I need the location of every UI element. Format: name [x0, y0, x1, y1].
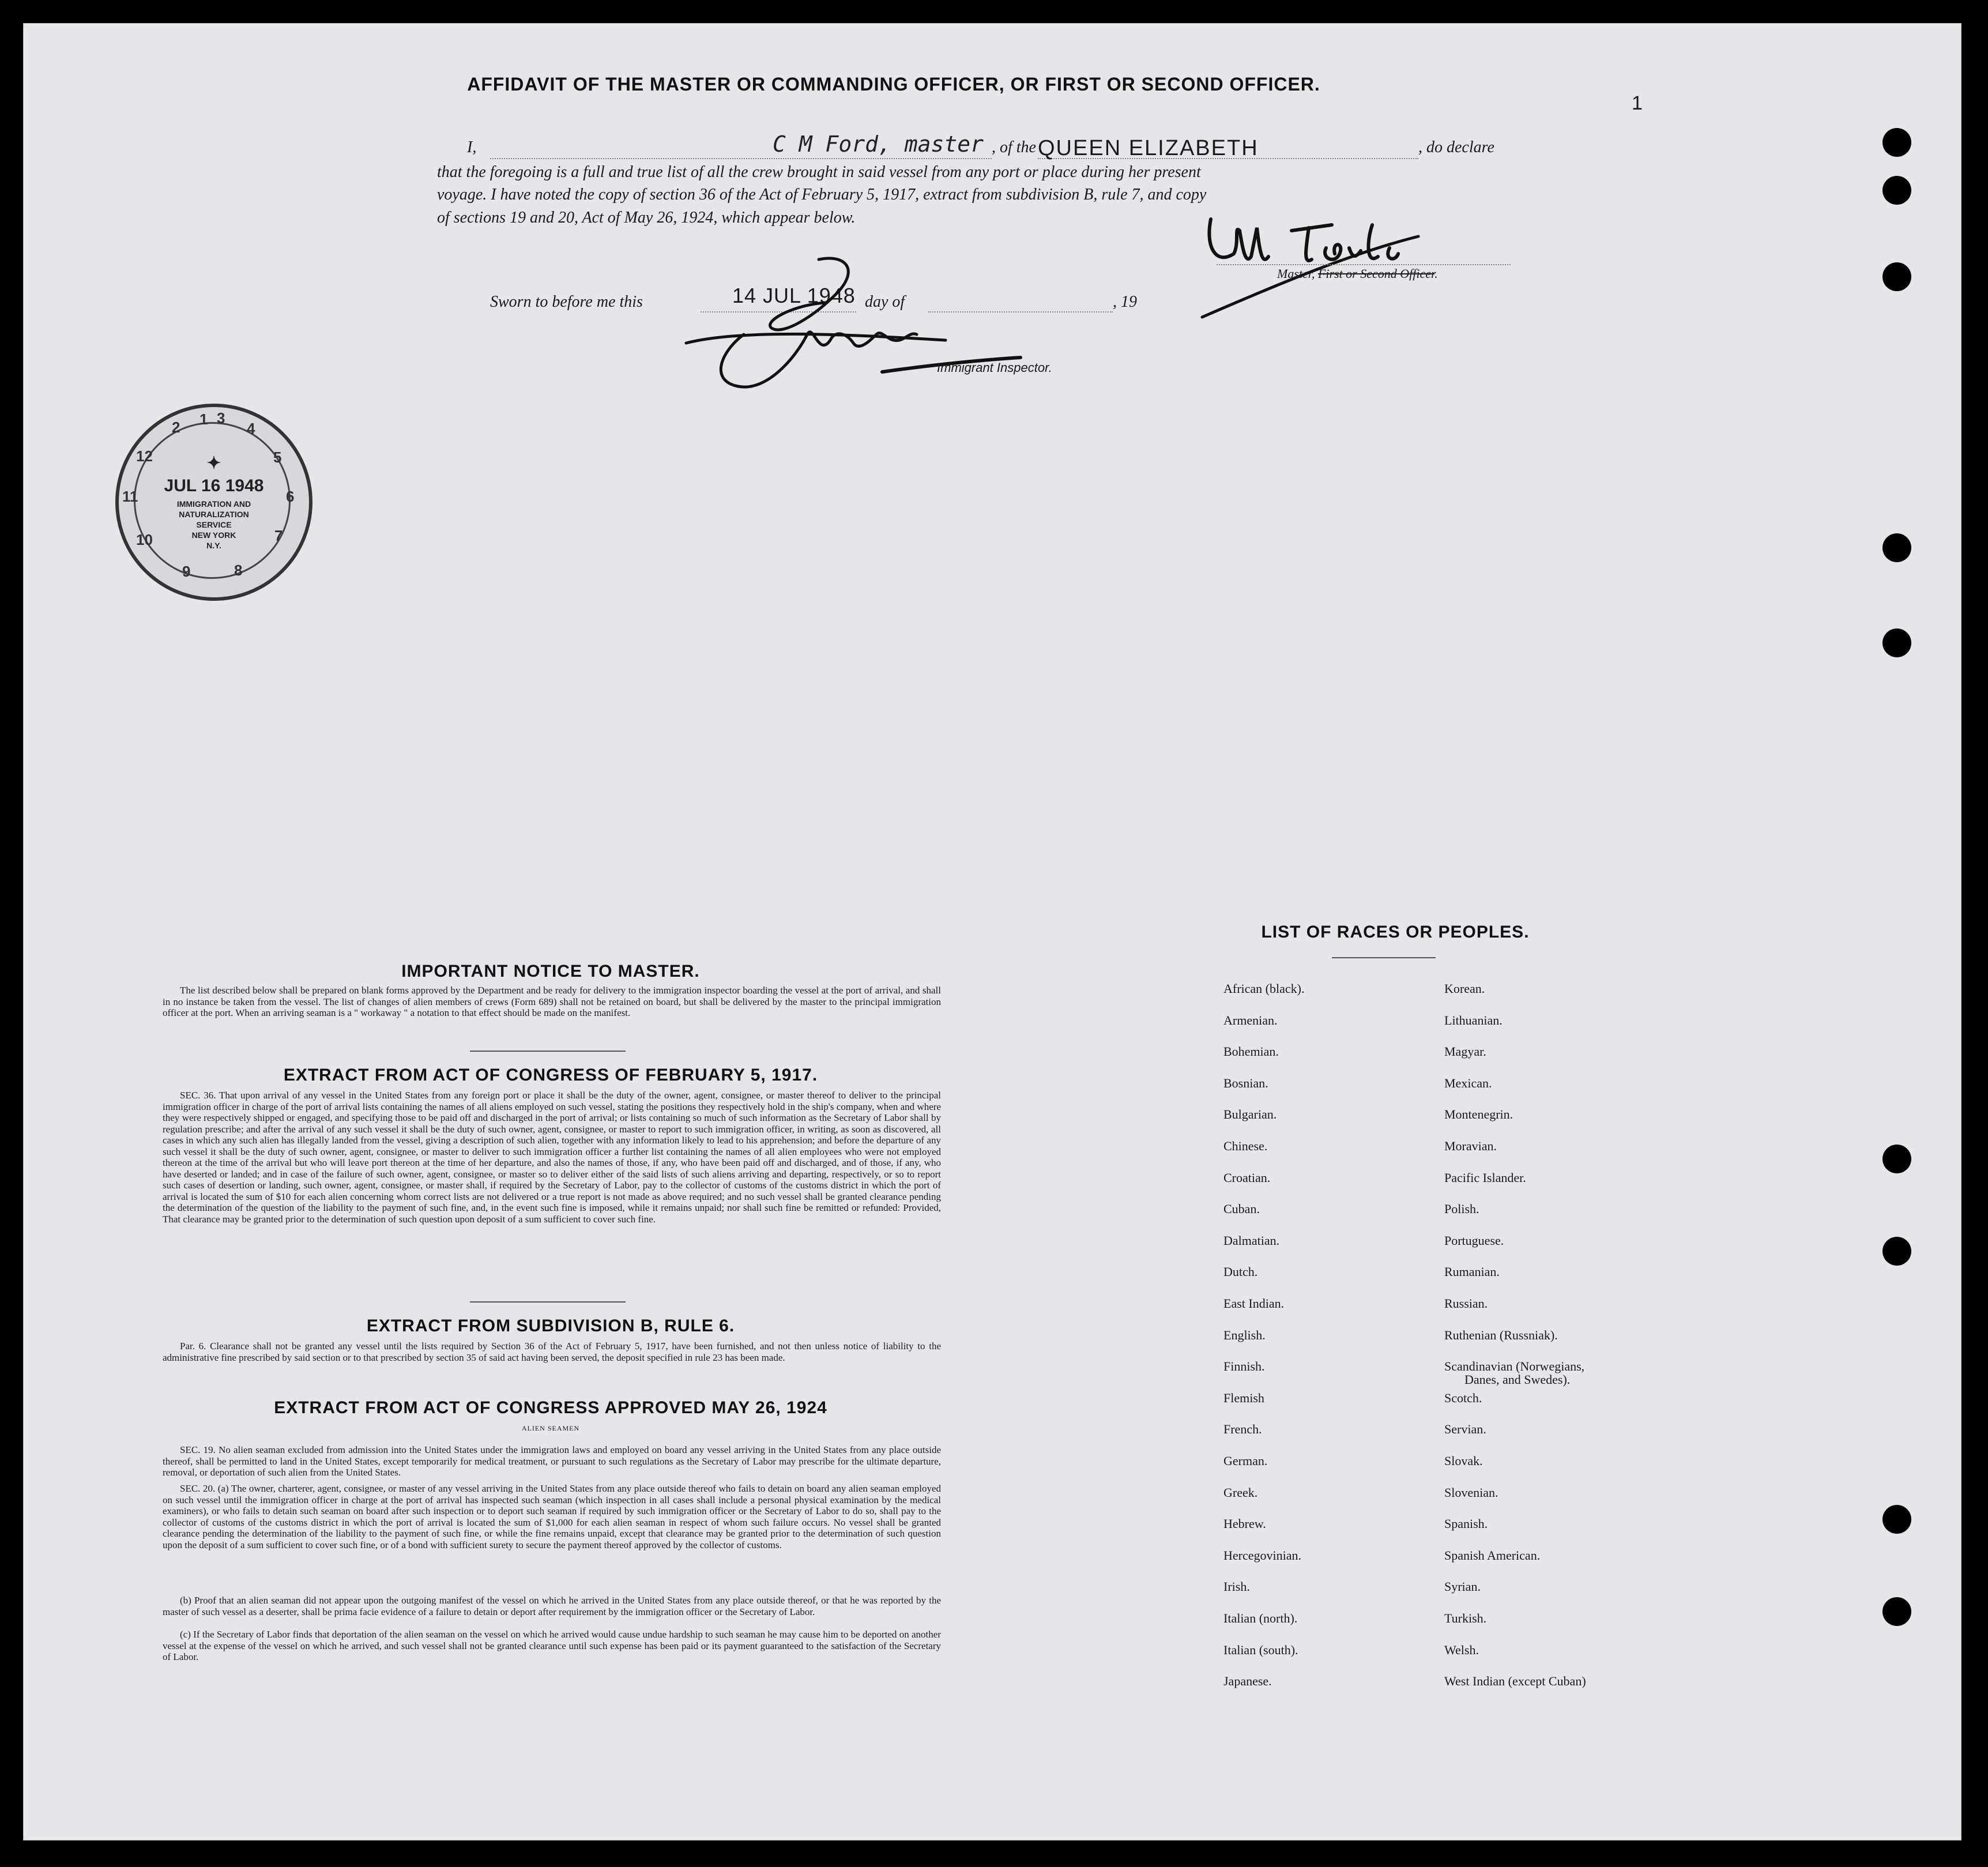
race-item: Slovenian. [1444, 1485, 1498, 1500]
punch-hole [1882, 262, 1911, 291]
race-item: Syrian. [1444, 1579, 1481, 1594]
extract-1917-title: EXTRACT FROM ACT OF CONGRESS OF FEBRUARY 5, 1917. [283, 1066, 818, 1085]
punch-hole [1882, 1597, 1911, 1626]
race-item: Mexican. [1444, 1075, 1492, 1090]
punch-hole [1882, 533, 1911, 562]
race-item: Magyar. [1444, 1044, 1486, 1059]
race-item: Scandinavian (Norwegians, [1444, 1359, 1585, 1374]
race-item: Pacific Islander. [1444, 1170, 1526, 1185]
inspector-label: Immigrant Inspector. [937, 360, 1052, 375]
punch-hole [1882, 628, 1911, 657]
stamp-number: 4 [247, 420, 255, 437]
punch-hole [1882, 1505, 1911, 1534]
stamp-line-2: NATURALIZATION [179, 510, 249, 519]
extract-1924-sec20b: (b) Proof that an alien seaman did not appear upon the outgoing manifest of the vessel on which he arrived in the United States from any place outside thereof, or that he was reported by the master of such vessel as a deserter, shall be prima facie evidence of a failure to detain or deport after requirement by the immigration officer or the Secretary of Labor. [163, 1595, 941, 1617]
year-prefix: , 19 [1113, 293, 1137, 311]
stamp-number: 2 [172, 419, 180, 436]
race-item: West Indian (except Cuban) [1444, 1674, 1586, 1689]
race-item: Montenegrin. [1444, 1107, 1513, 1122]
race-item: Portuguese. [1444, 1233, 1504, 1248]
race-item: Ruthenian (Russniak). [1444, 1327, 1558, 1342]
race-item: Cuban. [1223, 1202, 1260, 1217]
declaration-line-2: voyage. I have noted the copy of section 36 of the Act of February 5, 1917, extract from subdivision B, rule 7, and copy [437, 186, 1207, 204]
punch-hole [1882, 128, 1911, 157]
stamp-line-1: IMMIGRATION AND [176, 499, 251, 509]
race-item: Chinese. [1223, 1139, 1268, 1153]
race-item: Lithuanian. [1444, 1012, 1503, 1027]
stamp-number: 11 [122, 488, 138, 505]
punch-hole [1882, 176, 1911, 205]
race-item: Hercegovinian. [1223, 1548, 1301, 1563]
stamp-number: 8 [234, 562, 243, 579]
race-item: Spanish American. [1444, 1548, 1541, 1563]
handwritten-name: C M Ford, master [773, 131, 984, 157]
notice-title: IMPORTANT NOTICE TO MASTER. [401, 962, 700, 981]
prefix-i: I, [467, 138, 477, 156]
race-item: English. [1223, 1327, 1266, 1342]
race-item: African (black). [1223, 981, 1305, 996]
notice-body: The list described below shall be prepared on blank forms approved by the Department and be ready for delivery to the immigration inspector boarding the vessel at the port of arrival, and shall in no instance be taken from the vessel. The list of changes of alien members of crews (Form 689) shall not be retained on board, but shall be delivered by the master to the principal immigration officer at the port. When an arriving seaman is a " workaway " a notation to that effect should be made on the manifest. [163, 985, 941, 1018]
race-item: Slovak. [1444, 1454, 1483, 1468]
race-item: Finnish. [1223, 1359, 1265, 1374]
stamp-number: 7 [274, 527, 283, 544]
day-of-label: day of [865, 293, 905, 311]
race-item: Japanese. [1223, 1674, 1272, 1689]
stamp-line-3: SERVICE [196, 520, 232, 529]
race-item: Dutch. [1223, 1264, 1258, 1279]
stamp-line-5: N.Y. [206, 541, 221, 550]
races-title-underline [1332, 957, 1436, 958]
punch-hole [1882, 1237, 1911, 1266]
extract-1924-sec20c: (c) If the Secretary of Labor finds that deportation of the alien seaman on the vessel on which he arrived would cause undue hardship to such seaman he may cause him to be deported on another vessel at the expense of the vessel on which he arrived, and such vessel shall not be granted clearance until such expense has been paid or its payment guaranteed to the satisfaction of the Secretary of Labor. [163, 1629, 941, 1662]
race-item: Hebrew. [1223, 1516, 1266, 1531]
race-item: Italian (north). [1223, 1611, 1298, 1625]
master-signature-rule [1217, 264, 1511, 265]
race-item: German. [1223, 1454, 1268, 1468]
inspector-signature [675, 242, 1032, 404]
sworn-date-stamp: 14 JUL 1948 [732, 284, 856, 307]
sworn-prefix: Sworn to before me this [490, 293, 643, 311]
race-item: Italian (south). [1223, 1642, 1298, 1657]
punch-hole [1882, 1145, 1911, 1173]
extract-1924-sec19: SEC. 19. No alien seaman excluded from admission into the United States under the immigration laws and employed on board any vessel arriving in the United States from any place outside thereof, shall be permitted to land in the United States, except temporarily for medical treatment, or pursuant to such regulations as the Secretary of Labor may prescribe for the ultimate departure, removal, or deportation of such alien from the United States. [163, 1444, 941, 1478]
race-item: Servian. [1444, 1422, 1486, 1437]
race-item: Spanish. [1444, 1516, 1488, 1531]
race-item: Welsh. [1444, 1642, 1479, 1657]
race-item: Scotch. [1444, 1390, 1482, 1405]
extract-1924-sec20a: SEC. 20. (a) The owner, charterer, agent, consignee, or master of any vessel arriving in the United States from any place outside thereof who fails to detain on board any alien seaman employed on such vessel until the immigration officer in charge at the port of arrival has inspected such seaman (which inspection in all cases shall include a personal physical examination by the medical examiners), or who fails to detain such seaman on board after such inspection or to deport such seaman if required by such immigration officer or the Secretary of Labor to do so, shall pay to the collector of customs of the customs district in which the port of arrival is located the sum of $1,000 for each alien seaman in respect of whom such failure occurs. No vessel shall be granted clearance pending the determination of the liability to the payment of such fine, or while the fine remains unpaid, except that clearance may be granted prior to the determination of such question upon the deposit of a sum sufficient to cover such fine, or of a bond with sufficient surety to secure the payment thereof approved by the collector of customs. [163, 1483, 941, 1550]
page-mark: 1 [1632, 92, 1643, 114]
stamp-number: 10 [136, 531, 153, 548]
immigration-stamp [115, 404, 312, 601]
race-item: Croatian. [1223, 1170, 1271, 1185]
race-item: Armenian. [1223, 1012, 1278, 1027]
stamp-number: 1 [199, 411, 208, 428]
race-item: Turkish. [1444, 1611, 1487, 1625]
race-item: Bohemian. [1223, 1044, 1279, 1059]
name-rule [490, 158, 992, 159]
vessel-name: QUEEN ELIZABETH [1038, 136, 1259, 160]
master-signature [1199, 202, 1430, 323]
race-item: Greek. [1223, 1485, 1258, 1500]
stamp-star-icon: ✦ [206, 454, 221, 473]
race-item: Bosnian. [1223, 1075, 1268, 1090]
stamp-number: 5 [273, 449, 282, 466]
race-item: Flemish [1223, 1390, 1264, 1405]
stamp-number: 12 [136, 447, 153, 465]
extract-1917-body: SEC. 36. That upon arrival of any vessel in the United States from any foreign port or place it shall be the duty of the owner, agent, consignee, or master thereof to deliver to the principal immigration officer in charge of the port of arrival lists containing the names of all aliens employed on such vessel, stating the positions they respectively hold in the ship's company, when and where they were respectively shipped or engaged, and specifying those to be paid off and discharged in the port of arrival; or lists containing so much of such information as the Secretary of Labor shall by regulation prescribe; and after the arrival of any such vessel it shall be the duty of such owner, agent, consignee, or master to report to such immigration officer, in writing, as soon as discovered, all cases in which any such alien has illegally landed from the vessel, giving a description of such alien, together with any information likely to lead to his apprehension; and before the departure of any such vessel it shall be the duty of such owner, agent, consignee, or master to deliver to such immigration officer a further list containing the names of all alien employees who were not employed thereon at the time of the arrival but who will leave port thereon at the time of her departure, and also the names of those, if any, who have been paid off and discharged, and of those, if any, who have deserted or landed; and in case of the failure of such owner, agent, consignee, or master so to deliver either of the said lists of such aliens arriving and departing, respectively, or so to report such cases of desertion or landing, such owner, agent, consignee, or master shall, if required by the Secretary of Labor, pay to the collector of customs of the customs district in which the port of arrival is located the sum of $10 for each alien concerning whom correct lists are not delivered or a true report is not made as above required; and no such vessel shall be granted clearance pending the determination of the question of the liability to the payment of such fine, and, in the event such fine is imposed, while it remains unpaid; nor shall such fine be remitted or refunded: Provided, That clearance may be granted prior to the determination of such question upon deposit of a sum sufficient to cover such fine. [163, 1090, 941, 1225]
subdivision-b-body: Par. 6. Clearance shall not be granted any vessel until the lists required by Section 36 of the Act of February 5, 1917, have been furnished, and not then unless notice of liability to the administrative fine prescribed by said section or to that prescribed by section 35 of said act having been served, the deposit specified in rule 23 has been made. [163, 1341, 941, 1363]
declaration-line-1: that the foregoing is a full and true list of all the crew brought in said vessel from any port or place during her present [437, 163, 1201, 181]
race-item: Irish. [1223, 1579, 1250, 1594]
stamp-line-4: NEW YORK [191, 530, 236, 540]
race-item: Rumanian. [1444, 1264, 1500, 1279]
master-label: Master, First or Second Officer. [1277, 266, 1438, 281]
master-label-text: Master, [1277, 266, 1318, 281]
extract-1924-subtitle: ALIEN SEAMEN [521, 1424, 580, 1432]
stamp-date: JUL 16 1948 [164, 476, 264, 495]
declaration-line-3: of sections 19 and 20, Act of May 26, 1924, which appear below. [437, 209, 856, 227]
extract-1924-title: EXTRACT FROM ACT OF CONGRESS APPROVED MAY 26, 1924 [274, 1398, 827, 1417]
subdivision-b-title: EXTRACT FROM SUBDIVISION B, RULE 6. [366, 1316, 735, 1335]
affidavit-title: AFFIDAVIT OF THE MASTER OR COMMANDING OFFICER, OR FIRST OR SECOND OFFICER. [467, 74, 1320, 95]
race-item-continuation: Danes, and Swedes). [1464, 1372, 1571, 1387]
race-item: Russian. [1444, 1296, 1488, 1311]
race-item: Korean. [1444, 981, 1485, 996]
stamp-number: 3 [217, 409, 225, 427]
divider [470, 1051, 626, 1052]
stamp-number: 9 [182, 563, 191, 580]
divider [470, 1301, 626, 1303]
stamp-number: 6 [286, 488, 295, 505]
race-item: Polish. [1444, 1202, 1479, 1217]
race-item: East Indian. [1223, 1296, 1285, 1311]
race-item: Bulgarian. [1223, 1107, 1277, 1122]
master-struck-text: First or Second Officer [1317, 266, 1435, 281]
do-declare-label: , do declare [1418, 138, 1494, 156]
of-the-label: , of the [992, 138, 1036, 156]
race-item: Dalmatian. [1223, 1233, 1280, 1248]
race-item: Moravian. [1444, 1139, 1497, 1153]
race-item: French. [1223, 1422, 1262, 1437]
races-title: LIST OF RACES OR PEOPLES. [1261, 923, 1530, 942]
